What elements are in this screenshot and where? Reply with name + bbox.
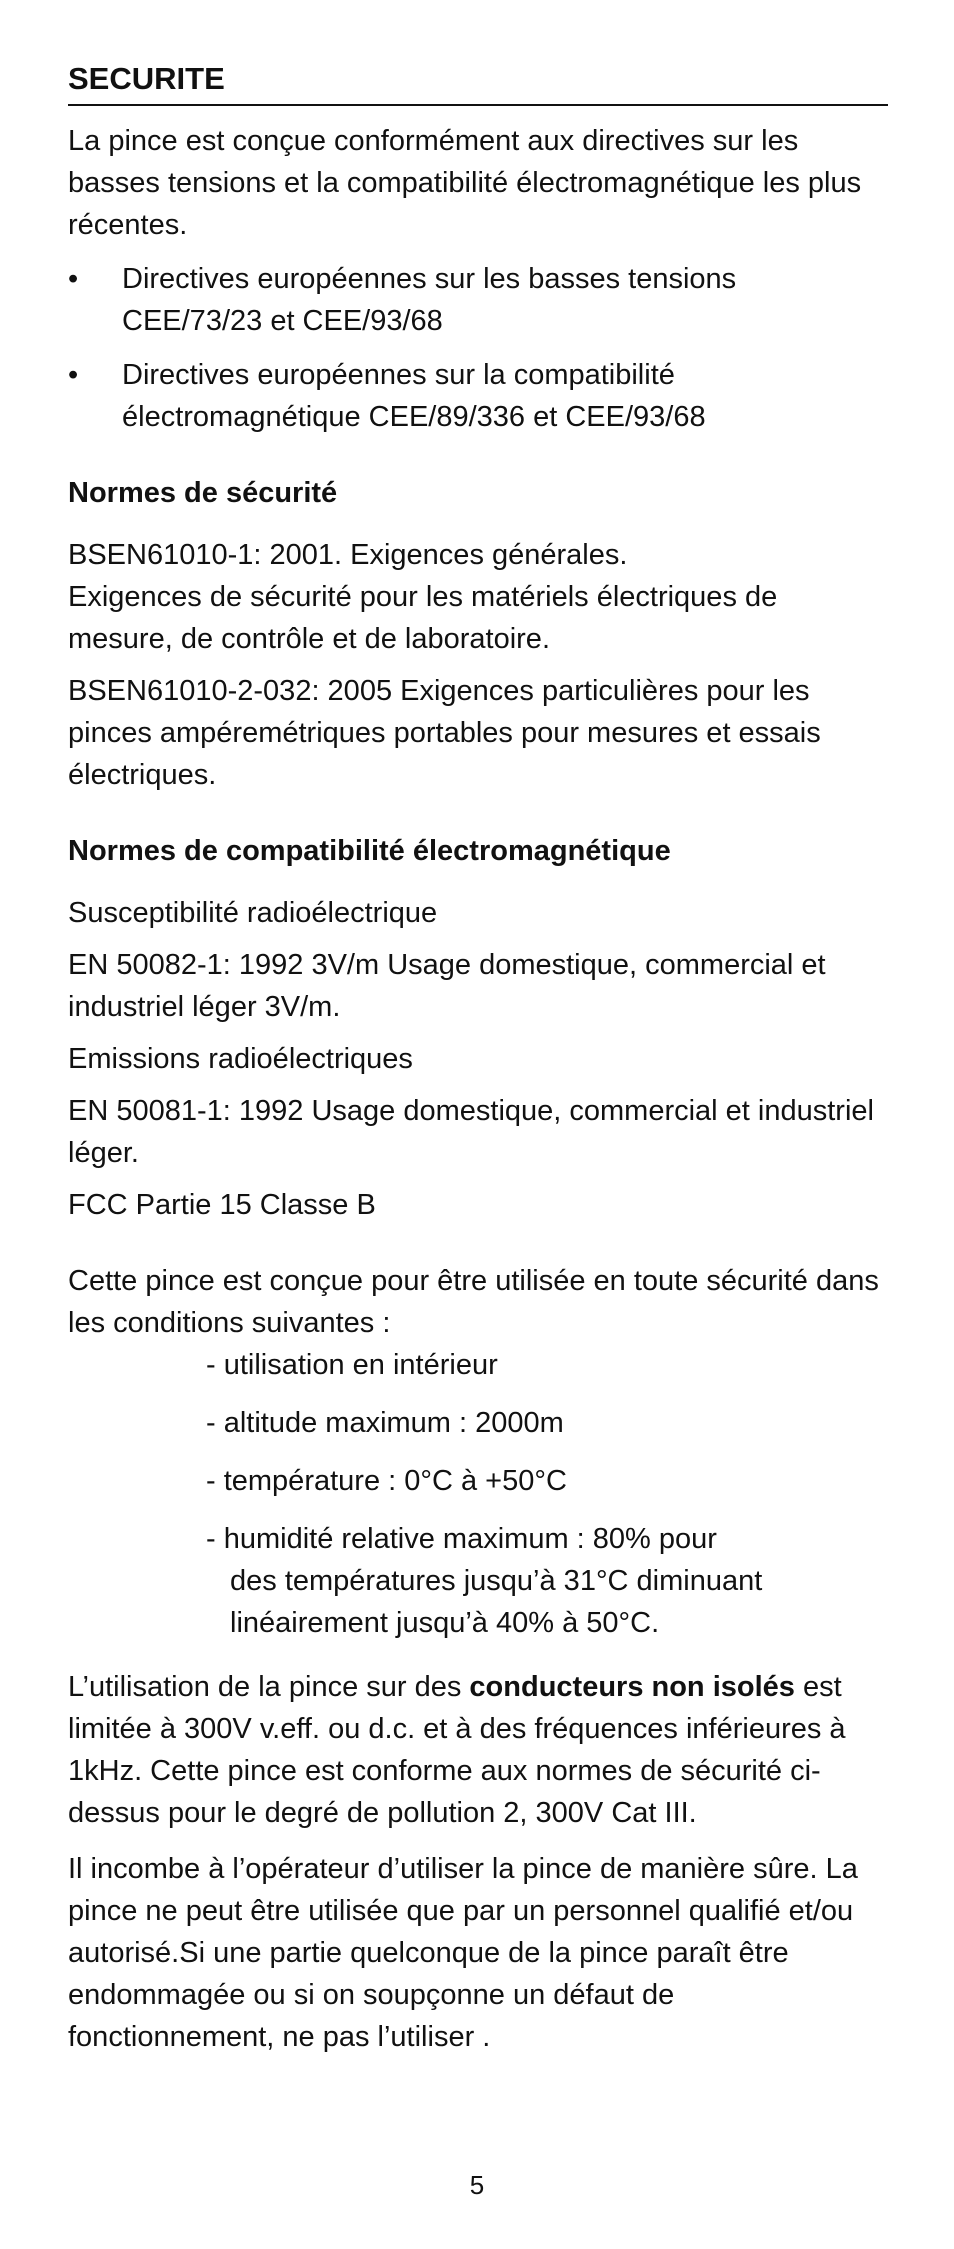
directive-line: CEE/73/23 et CEE/93/68 <box>122 305 443 337</box>
bullet-icon: • <box>68 263 79 295</box>
safety-standards-heading: Normes de sécurité <box>68 477 338 509</box>
safety-standard-general-title: BSEN61010-1: 2001. Exigences générales. <box>68 539 628 571</box>
intro-paragraph: La pince est conçue conformément aux directives sur les basses tensions et la compatibilité électromagnétique les plus récentes. <box>68 125 862 241</box>
humidity-line: linéairement jusqu’à 40% à 50°C. <box>230 1607 660 1639</box>
condition-item: - utilisation en intérieur <box>206 1349 498 1381</box>
condition-item: - altitude maximum : 2000m <box>206 1407 564 1439</box>
safety-standard-general-text: Exigences de sécurité pour les matériels électriques de mesure, de contrôle et de laboratoire. <box>68 581 778 655</box>
directive-line: Directives européennes sur la compatibilité <box>122 359 675 391</box>
document-page <box>68 60 888 2058</box>
page-number: 5 <box>469 2170 485 2200</box>
non-insulated-bold: conducteurs non isolés <box>469 1671 795 1703</box>
operator-paragraph: Il incombe à l’opérateur d’utiliser la pince de manière sûre. La pince ne peut être utilisée que par un personnel qualifié et/ou autorisé.Si une partie quelconque de la pince paraît être endommagée ou si on soupçonne un défaut de fonctionnement, ne pas l’utiliser . <box>68 1853 858 2053</box>
directive-item <box>68 258 888 342</box>
condition-item: - température : 0°C à +50°C <box>206 1465 567 1497</box>
emc-item: Susceptibilité radioélectrique <box>68 897 438 929</box>
conditions-list <box>68 1344 888 1644</box>
humidity-line: des températures jusqu’à 31°C diminuant <box>230 1565 763 1597</box>
non-insulated-text: L’utilisation de la pince sur des <box>68 1671 470 1703</box>
emc-item: Emissions radioélectriques <box>68 1043 413 1075</box>
bullet-icon: • <box>68 359 79 391</box>
directive-line: électromagnétique CEE/89/336 et CEE/93/68 <box>122 401 706 433</box>
directive-line: Directives européennes sur les basses tensions <box>122 263 737 295</box>
emc-standards-heading: Normes de compatibilité électromagnétique <box>68 835 671 867</box>
non-insulated-text: est limitée à 300V v.eff. ou d.c. et à des fréquences inférieures à 1kHz. Cette pince est conforme aux normes de sécurité ci-dessus pour le degré de pollution 2, 300V Cat III. <box>68 1671 846 1829</box>
emc-item: EN 50081-1: 1992 Usage domestique, commercial et industriel léger. <box>68 1095 874 1169</box>
humidity-line: - humidité relative maximum : 80% pour <box>206 1523 717 1555</box>
directive-item <box>68 354 888 438</box>
safety-standard-particular: BSEN61010-2-032: 2005 Exigences particulières pour les pinces ampéremétriques portables pour mesures et essais électriques. <box>68 675 821 791</box>
section-title: SECURITE <box>68 60 888 106</box>
non-insulated-paragraph <box>68 1666 888 1834</box>
emc-item: EN 50082-1: 1992 3V/m Usage domestique, commercial et industriel léger 3V/m. <box>68 949 826 1023</box>
directives-list <box>68 258 888 438</box>
condition-item-humidity <box>206 1518 888 1644</box>
emc-item: FCC Partie 15 Classe B <box>68 1189 376 1221</box>
conditions-intro: Cette pince est conçue pour être utilisée en toute sécurité dans les conditions suivantes : <box>68 1265 879 1339</box>
